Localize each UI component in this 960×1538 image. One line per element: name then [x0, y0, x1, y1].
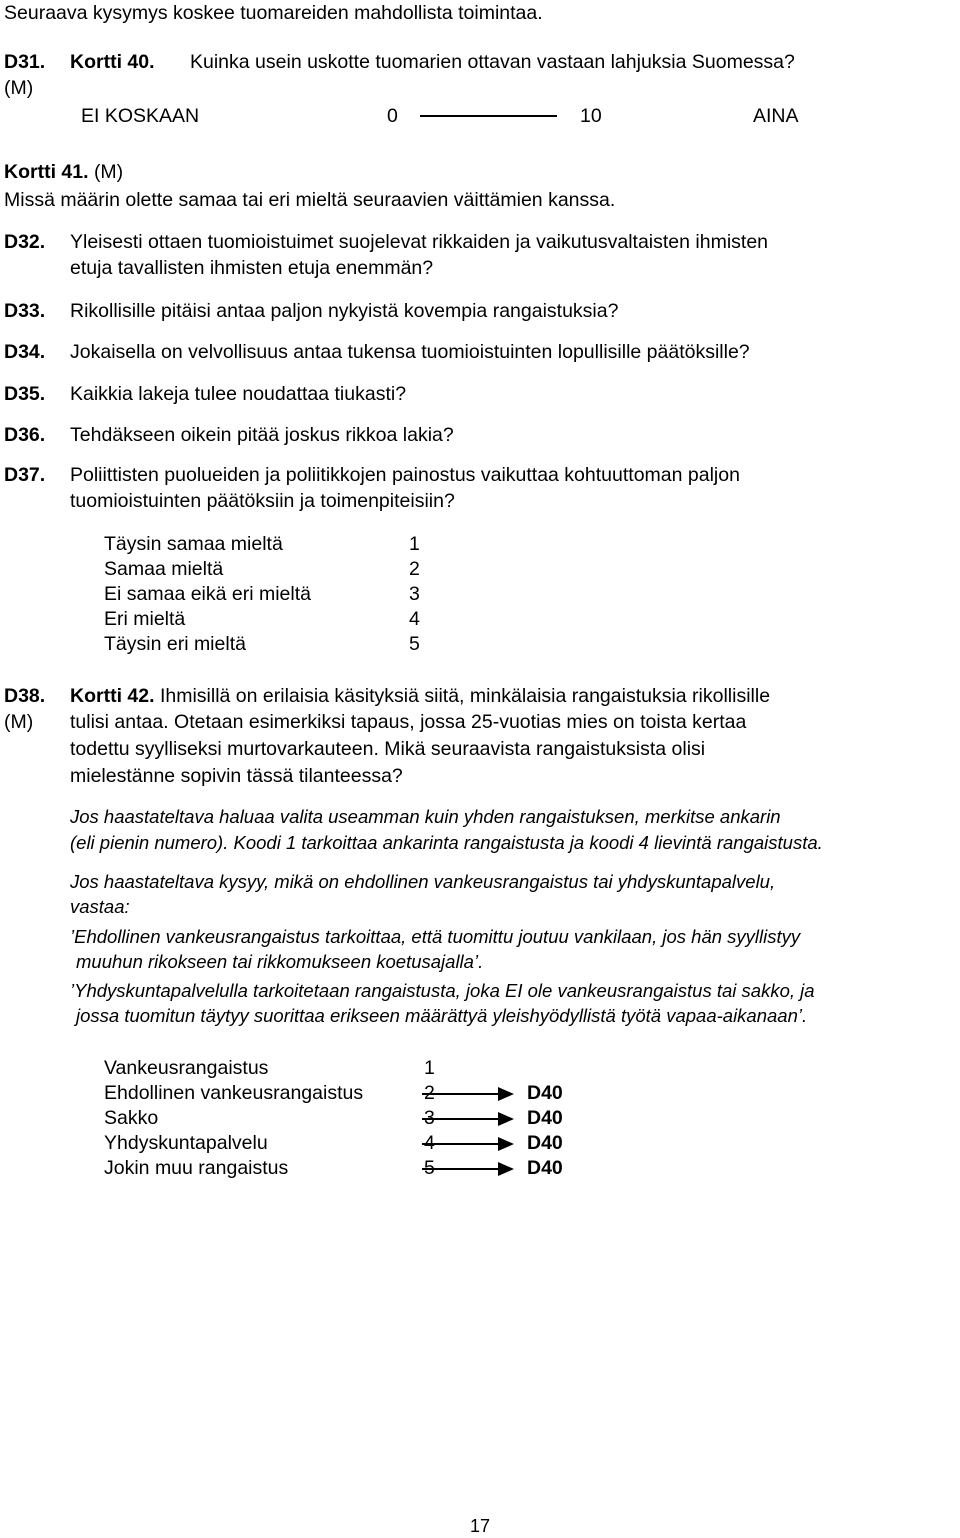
- agree-option-code: 4: [409, 608, 420, 630]
- agree-option-label: Ei samaa eikä eri mieltä: [104, 583, 311, 605]
- question-number-d33: D33.: [4, 300, 46, 322]
- agree-option-code: 3: [409, 583, 420, 605]
- definition-text: jossa tuomitun täytyy suorittaa erikseen määrättyä yleishyödyllistä työtä vapaa-aikanaan’.: [76, 1005, 808, 1026]
- punishment-option-label: Jokin muu rangaistus: [104, 1157, 289, 1179]
- statement-d37-line2: tuomioistuinten päätöksiin ja toimenpiteisiin?: [70, 490, 455, 512]
- multi-answer-mark-d38: (M): [4, 711, 34, 733]
- question-number-d32: D32.: [4, 231, 46, 253]
- agree-option-code: 1: [409, 533, 420, 555]
- card-label-d31: Kortti 40.: [70, 51, 155, 73]
- scale-max-value: 10: [580, 105, 602, 127]
- interviewer-instruction: vastaa:: [70, 896, 130, 917]
- question-text-d38-part: Ihmisillä on erilaisia käsityksiä siitä, minkälaisia rangaistuksia rikollisille: [159, 685, 771, 707]
- scale-right-label: AINA: [753, 105, 799, 127]
- interviewer-instruction: (eli pienin numero). Koodi 1 tarkoittaa ankarinta rangaistusta ja koodi 4 lievintä rangaistusta.: [70, 832, 823, 853]
- statement-d32-line2: etuja tavallisten ihmisten etuja enemmän?: [70, 257, 434, 279]
- agree-option-code: 5: [409, 633, 420, 655]
- skip-arrow-icon: [422, 1137, 514, 1151]
- agree-option-label: Eri mieltä: [104, 608, 186, 630]
- agree-option-code: 2: [409, 558, 420, 580]
- statement-d37-line1: Poliittisten puolueiden ja poliitikkojen painostus vaikuttaa kohtuuttoman paljon: [70, 464, 740, 486]
- card41-header: [4, 160, 123, 184]
- definition-text: ’Ehdollinen vankeusrangaistus tarkoittaa, että tuomittu joutuu vankilaan, jos hän syyllistyy: [70, 926, 801, 947]
- skip-target: D40: [527, 1157, 563, 1179]
- agree-option-label: Täysin samaa mieltä: [104, 533, 283, 555]
- scale-left-label: EI KOSKAAN: [81, 105, 200, 127]
- question-number-d38: D38.: [4, 685, 46, 707]
- question-number-d36: D36.: [4, 424, 46, 446]
- agree-option-label: Täysin eri mieltä: [104, 633, 246, 655]
- question-number-d37: D37.: [4, 464, 46, 486]
- intro-text: Seuraava kysymys koskee tuomareiden mahdollista toimintaa.: [4, 2, 543, 24]
- punishment-option-label: Sakko: [104, 1107, 159, 1129]
- punishment-option-label: Yhdyskuntapalvelu: [104, 1132, 268, 1154]
- interviewer-instruction: Jos haastateltava haluaa valita useamman kuin yhden rangaistuksen, merkitse ankarin: [70, 806, 781, 827]
- card41-title: Kortti 41.: [4, 161, 89, 183]
- punishment-option-code: 1: [424, 1057, 435, 1079]
- question-number-d34: D34.: [4, 341, 46, 363]
- question-text-d38-line4: mielestänne sopivin tässä tilanteessa?: [70, 765, 403, 787]
- statement-d32-line1: Yleisesti ottaen tuomioistuimet suojelevat rikkaiden ja vaikutusvaltaisten ihmisten: [70, 231, 769, 253]
- question-text-d38-line2: tulisi antaa. Otetaan esimerkiksi tapaus, jossa 25-vuotias mies on toista kertaa: [70, 711, 747, 733]
- question-text-d31: Kuinka usein uskotte tuomarien ottavan vastaan lahjuksia Suomessa?: [190, 51, 795, 73]
- skip-arrow-icon: [422, 1087, 514, 1101]
- question-number-d31: D31.: [4, 51, 46, 73]
- skip-arrow-icon: [422, 1162, 514, 1176]
- question-text-d38-line3: todettu syylliseksi murtovarkauteen. Mikä seuraavista rangaistuksista olisi: [70, 738, 706, 760]
- skip-target: D40: [527, 1082, 563, 1104]
- skip-arrow-icon: [422, 1112, 514, 1126]
- skip-target: D40: [527, 1132, 563, 1154]
- statement-d33: Rikollisille pitäisi antaa paljon nykyistä kovempia rangaistuksia?: [70, 300, 619, 322]
- definition-text: muuhun rikokseen tai rikkomukseen koetusajalla’.: [76, 951, 484, 972]
- interviewer-instruction: Jos haastateltava kysyy, mikä on ehdollinen vankeusrangaistus tai yhdyskuntapalvelu,: [70, 871, 776, 892]
- multi-answer-mark-d31: (M): [4, 77, 34, 99]
- agree-option-label: Samaa mieltä: [104, 558, 224, 580]
- punishment-option-label: Vankeusrangaistus: [104, 1057, 269, 1079]
- card-label-d38: Kortti 42.: [70, 685, 155, 707]
- statement-d35: Kaikkia lakeja tulee noudattaa tiukasti?: [70, 383, 407, 405]
- punishment-option-label: Ehdollinen vankeusrangaistus: [104, 1082, 364, 1104]
- scale-min-value: 0: [387, 105, 398, 127]
- statement-d34: Jokaisella on velvollisuus antaa tukensa tuomioistuinten lopullisille päätöksille?: [70, 341, 750, 363]
- page-number: 17: [470, 1516, 491, 1536]
- definition-text: ’Yhdyskuntapalvelulla tarkoitetaan rangaistusta, joka EI ole vankeusrangaistus tai sakko, ja: [70, 980, 815, 1001]
- card41-instruction: Missä määrin olette samaa tai eri mieltä seuraavien väittämien kanssa.: [4, 189, 616, 211]
- card41-mark: (M): [93, 161, 124, 183]
- skip-target: D40: [527, 1107, 563, 1129]
- scale-line: [420, 115, 557, 117]
- question-number-d35: D35.: [4, 383, 46, 405]
- statement-d36: Tehdäkseen oikein pitää joskus rikkoa lakia?: [70, 424, 454, 446]
- question-text-d38-line1: [70, 684, 770, 708]
